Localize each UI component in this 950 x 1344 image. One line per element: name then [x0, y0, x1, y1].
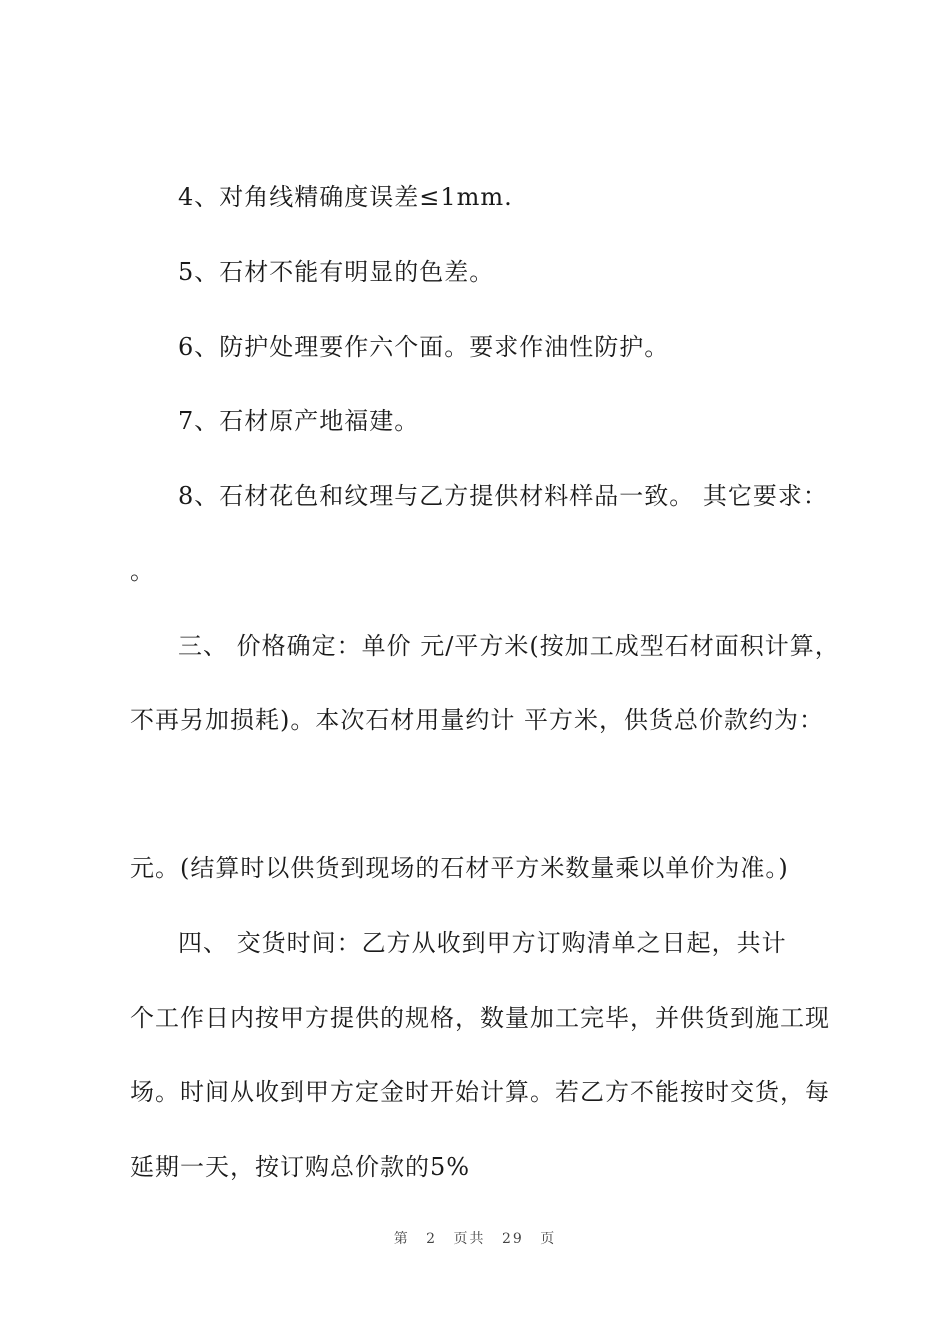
- footer-total-pages: 29: [502, 1231, 524, 1247]
- section-delivery-line-2: 个工作日内按甲方提供的规格，数量加工完毕，并供货到施工现: [130, 1004, 830, 1032]
- paragraph-continuation: 。: [130, 557, 155, 585]
- paragraph-item-7: 7、石材原产地福建。: [178, 407, 420, 435]
- section-delivery-line-3: 场。时间从收到甲方定金时开始计算。若乙方不能按时交货，每: [130, 1078, 830, 1106]
- paragraph-item-8: 8、石材花色和纹理与乙方提供材料样品一致。 其它要求：: [178, 482, 828, 510]
- footer-prefix: 第: [393, 1231, 410, 1247]
- footer-page-number: 2: [426, 1231, 438, 1247]
- footer-suffix: 页: [540, 1231, 557, 1247]
- page-footer: [0, 1228, 950, 1248]
- section-price-line-2: 不再另加损耗)。本次石材用量约计 平方米，供货总价款约为：: [130, 706, 824, 734]
- section-price-line-1: 三、 价格确定：单价 元/平方米(按加工成型石材面积计算，: [178, 632, 840, 660]
- paragraph-item-5: 5、石材不能有明显的色差。: [178, 258, 495, 286]
- paragraph-item-4: 4、对角线精确度误差≤1mm.: [178, 183, 513, 211]
- section-delivery-line-4: 延期一天，按订购总价款的5%: [130, 1153, 471, 1181]
- section-delivery-line-1: 四、 交货时间：乙方从收到甲方订购清单之日起，共计: [178, 929, 787, 957]
- footer-middle: 页共: [453, 1231, 486, 1247]
- section-price-line-3: 元。(结算时以供货到现场的石材平方米数量乘以单价为准。): [130, 854, 789, 882]
- paragraph-item-6: 6、防护处理要作六个面。要求作油性防护。: [178, 333, 670, 361]
